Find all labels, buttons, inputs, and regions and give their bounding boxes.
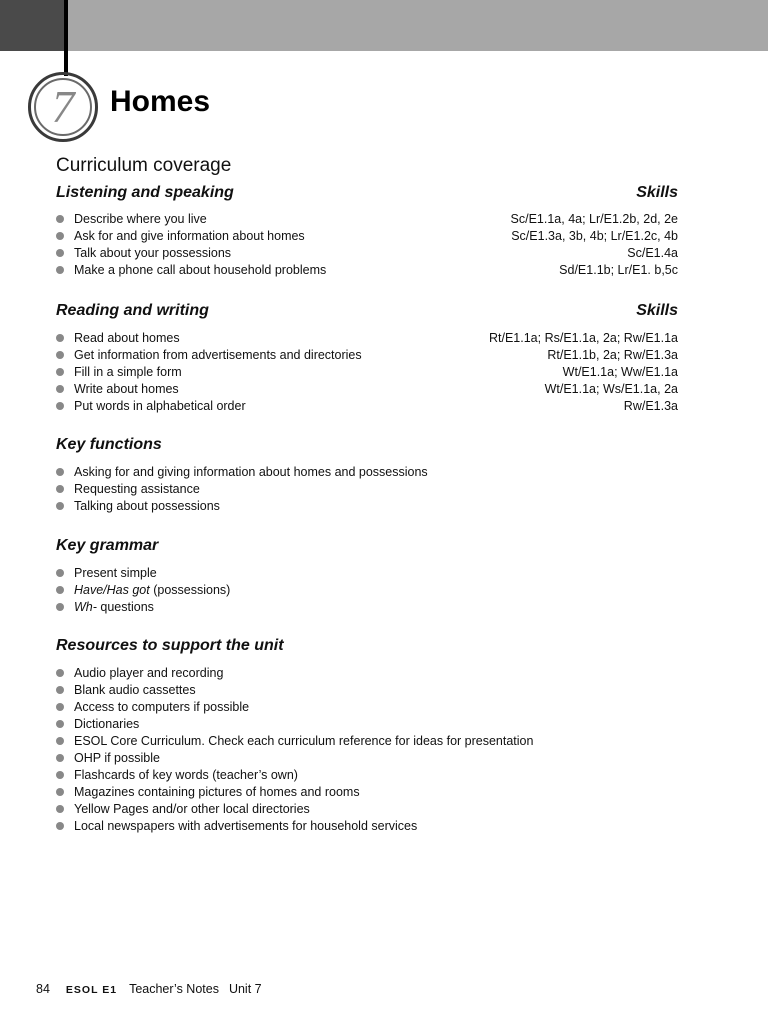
page-content [56,153,678,855]
bullet-icon [56,468,64,476]
listening-speaking-header [56,182,678,204]
list-item [56,784,678,801]
bullet-icon [56,805,64,813]
listening-speaking-list [56,211,678,279]
bullet-icon [56,822,64,830]
bullet-icon [56,586,64,594]
unit-number-badge-inner [34,78,92,136]
list-item [56,498,678,515]
item-text: Requesting assistance [74,482,200,497]
bullet-icon [56,603,64,611]
bullet-icon [56,334,64,342]
footer-series: ESOL E1 [65,984,118,996]
list-item [56,682,678,699]
item-text: Audio player and recording [74,666,224,681]
footer-unit: Unit 7 [228,982,262,996]
list-item [56,665,678,682]
reading-writing-header [56,300,678,322]
unit-number: 7 [51,81,75,132]
skill-code: Sc/E1.3a, 3b, 4b; Lr/E1.2c, 4b [511,229,678,244]
list-item [56,380,678,397]
list-item [56,801,678,818]
skill-code: Wt/E1.1a; Ws/E1.1a, 2a [544,381,678,396]
list-item [56,598,678,615]
item-text: Describe where you live [74,212,207,227]
key-functions-section [56,434,678,514]
item-text: (possessions) [149,582,231,597]
reading-writing-section [56,300,678,414]
bullet-icon [56,771,64,779]
bullet-icon [56,703,64,711]
item-text: Magazines containing pictures of homes and rooms [74,785,360,800]
resources-header [56,635,678,657]
item-text: OHP if possible [74,751,160,766]
item-text: Flashcards of key words (teacher’s own) [74,768,298,783]
bullet-icon [56,485,64,493]
bullet-icon [56,754,64,762]
bullet-icon [56,788,64,796]
item-text: Dictionaries [74,717,140,732]
bullet-icon [56,686,64,694]
key-grammar-section [56,535,678,615]
list-item [56,818,678,835]
footer-notes: Teacher’s Notes [129,982,219,996]
key-grammar-header [56,535,678,557]
bullet-icon [56,368,64,376]
item-text: Ask for and give information about homes [74,229,305,244]
item-text: Talking about possessions [74,499,220,514]
item-text: Blank audio cassettes [74,683,196,698]
resources-list [56,665,678,835]
bullet-icon [56,215,64,223]
list-item [56,397,678,414]
item-italic-text: Have/Has got [74,582,150,597]
resources-section [56,635,678,834]
skill-code: Rw/E1.3a [623,398,678,413]
header-bar-dark [0,0,64,51]
bullet-icon [56,720,64,728]
unit-number-badge [28,72,98,142]
list-item [56,346,678,363]
skill-code: Sd/E1.1b; Lr/E1. b,5c [559,263,678,278]
page-footer [36,982,262,996]
list-item [56,481,678,498]
skill-code: Rt/E1.1a; Rs/E1.1a, 2a; Rw/E1.1a [489,330,678,345]
bullet-icon [56,385,64,393]
bullet-icon [56,669,64,677]
skill-code: Rt/E1.1b, 2a; Rw/E1.3a [547,347,678,362]
bullet-icon [56,502,64,510]
bullet-icon [56,232,64,240]
reading-writing-list [56,329,678,414]
header-rule [64,0,68,76]
item-text: Fill in a simple form [74,364,182,379]
curriculum-coverage-heading: Curriculum coverage [56,155,232,176]
key-grammar-list [56,564,678,615]
item-text: Yellow Pages and/or other local directories [74,802,310,817]
key-functions-heading: Key functions [56,436,162,454]
skill-code: Sc/E1.4a [627,246,678,261]
bullet-icon [56,266,64,274]
list-item [56,211,678,228]
item-italic-text: Wh- [74,599,97,614]
item-text: Local newspapers with advertisements for household services [74,819,418,834]
bullet-icon [56,402,64,410]
list-item [56,564,678,581]
key-grammar-heading: Key grammar [56,536,159,554]
list-item [56,245,678,262]
header-bar-light [67,0,768,51]
bullet-icon [56,737,64,745]
item-text: Get information from advertisements and directories [74,347,362,362]
list-item [56,750,678,767]
list-item [56,733,678,750]
bullet-icon [56,569,64,577]
list-item [56,262,678,279]
item-text: Put words in alphabetical order [74,398,246,413]
unit-title: Homes [110,85,211,118]
list-item [56,716,678,733]
list-item [56,228,678,245]
skill-code: Sc/E1.1a, 4a; Lr/E1.2b, 2d, 2e [510,212,678,227]
item-text: Asking for and giving information about homes and possessions [74,465,428,480]
item-text: Access to computers if possible [74,700,250,715]
skill-code: Wt/E1.1a; Ww/E1.1a [562,364,678,379]
list-item [56,581,678,598]
item-text: Talk about your possessions [74,246,232,261]
skills-label: Skills [636,183,678,201]
item-text: Read about homes [74,330,180,345]
key-functions-list [56,464,678,515]
item-text: Write about homes [74,381,179,396]
resources-heading: Resources to support the unit [56,637,284,655]
listening-speaking-heading: Listening and speaking [56,183,234,201]
list-item [56,329,678,346]
item-text: questions [96,599,154,614]
item-text: Present simple [74,565,157,580]
skills-label: Skills [636,301,678,319]
item-text: ESOL Core Curriculum. Check each curriculum reference for ideas for presentation [74,734,534,749]
bullet-icon [56,249,64,257]
list-item [56,363,678,380]
key-functions-header [56,434,678,456]
listening-speaking-section [56,182,678,279]
list-item [56,767,678,784]
page-number: 84 [36,982,50,996]
reading-writing-heading: Reading and writing [56,301,209,319]
bullet-icon [56,351,64,359]
item-text: Make a phone call about household problems [74,263,327,278]
list-item [56,464,678,481]
list-item [56,699,678,716]
